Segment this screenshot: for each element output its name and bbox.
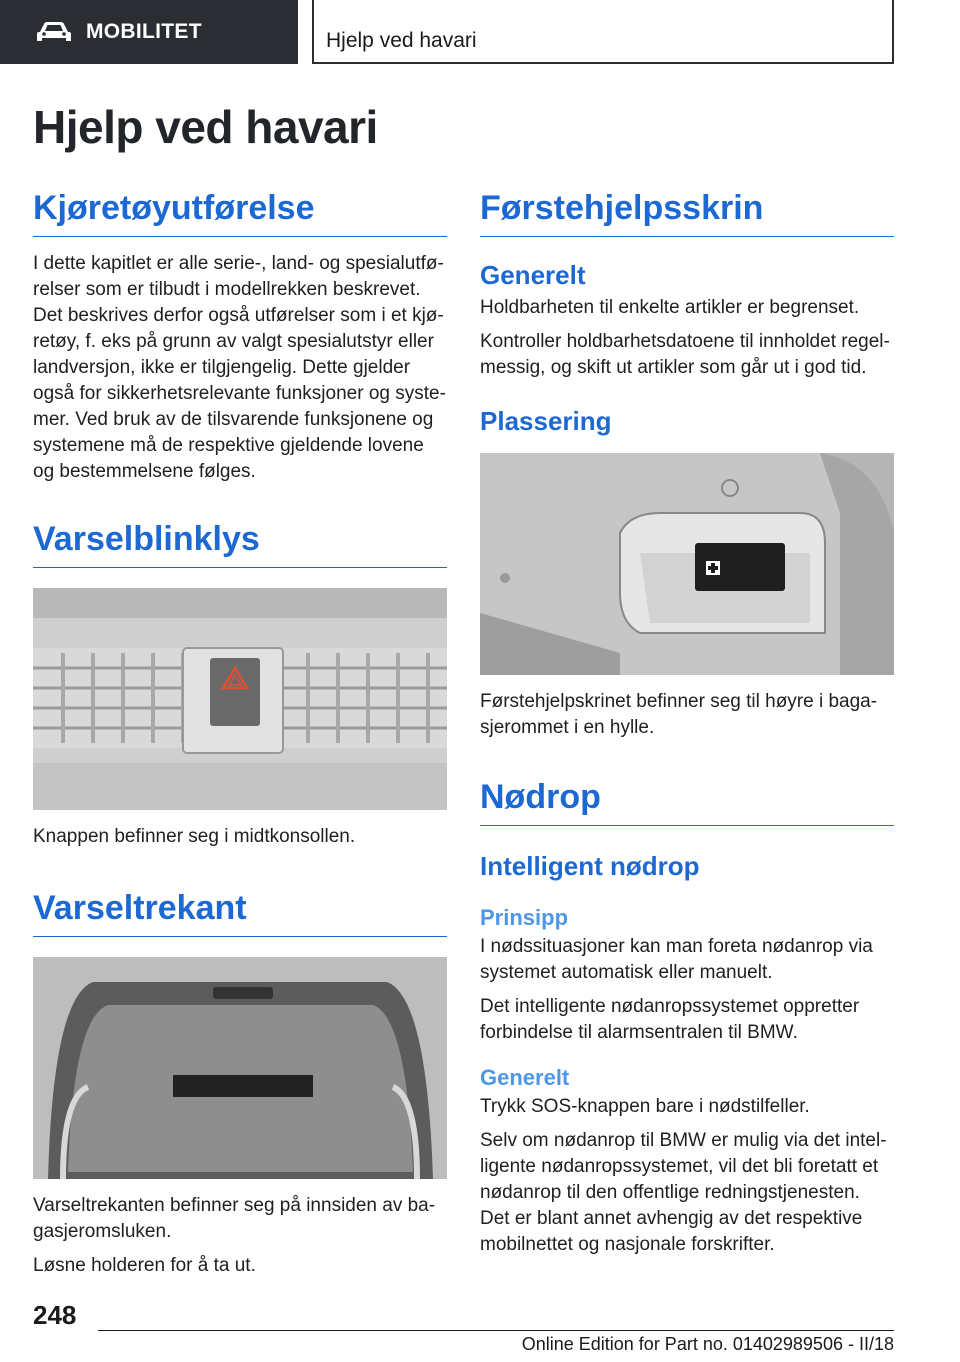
heading-intelligent-nodrop: Intelligent nødrop xyxy=(480,851,700,881)
left-column xyxy=(33,186,447,1279)
section-label: MOBILITET xyxy=(86,20,202,43)
hazard-button-image xyxy=(33,588,447,810)
prinsipp-p1: I nødssituasjoner kan man foreta nødanrop via systemet automatisk eller manuelt. xyxy=(480,936,873,983)
heading-kjoretoyutforelse: Kjøretøyutførelse xyxy=(33,186,447,237)
nodrop-generelt-p2: Selv om nødanrop til BMW er mulig via det intelligente nødanropssystemet, vil det bli foretatt et nødanrop til den offentlige redningstjenesten. Det er blant annet avhengig av det respektive mobilnettet og nasjonale forskrifter. xyxy=(480,1130,887,1255)
varseltrekant-caption: Varseltrekanten befinner seg på innsiden av bagasjeromsluken. xyxy=(33,1195,436,1242)
page-number: 248 xyxy=(33,1300,77,1330)
varseltrekant-note: Løsne holderen for å ta ut. xyxy=(33,1255,256,1276)
nodrop-generelt-p1: Trykk SOS-knappen bare i nødstilfeller. xyxy=(480,1096,810,1117)
footer-edition: Online Edition for Part no. 01402989506 - II/18 xyxy=(521,1334,894,1354)
heading-varseltrekant: Varseltrekant xyxy=(33,886,447,937)
heading-nodrop: Nødrop xyxy=(480,775,894,826)
kjoretoyutforelse-text: I dette kapitlet er alle serie-, land- og spesialutførelser som er tilbudt i modellrekken beskrevet. Det beskrives derfor også utførelser som i et kjøretøy, f. eks på grunn av valgt spesialutstyr eller landversjon, ikke er tilgjengelig. Dette gjelder også for sikkerhetsrelevante funksjoner og systemer. Ved bruk av de tilsvarende funksjonene og systemene må de respektive gjeldende lovene og bestemmelsene følges. xyxy=(33,253,446,482)
heading-plassering: Plassering xyxy=(480,406,612,436)
trunk-lid-image xyxy=(33,957,447,1179)
plassering-caption: Førstehjelpskrinet befinner seg til høyre i bagasjerommet i en hylle. xyxy=(480,691,878,738)
forstehjelp-generelt-p1: Holdbarheten til enkelte artikler er begrenset. xyxy=(480,297,860,318)
forstehjelp-generelt-p2: Kontroller holdbarhetsdatoene til innholdet regelmessig, og skift ut artikler som går ut i god tid. xyxy=(480,331,890,378)
first-aid-kit-image xyxy=(480,453,894,675)
heading-forstehjelpsskrin: Førstehjelpsskrin xyxy=(480,186,894,237)
chapter-title: Hjelp ved havari xyxy=(326,29,477,52)
heading-varselblinklys: Varselblinklys xyxy=(33,517,447,568)
varselblinklys-caption: Knappen befinner seg i midtkonsollen. xyxy=(33,826,356,847)
heading-prinsipp: Prinsipp xyxy=(480,905,569,930)
car-icon xyxy=(36,20,72,44)
heading-generelt-nodrop: Generelt xyxy=(480,1065,570,1090)
footer-divider xyxy=(98,1330,894,1331)
chapter-header xyxy=(312,0,894,64)
prinsipp-p2: Det intelligente nødanropssystemet oppretter forbindelse til alarmsentralen til BMW. xyxy=(480,996,860,1043)
heading-generelt-forstehjelp: Generelt xyxy=(480,260,586,290)
section-tab[interactable] xyxy=(0,0,298,64)
page-title: Hjelp ved havari xyxy=(33,101,378,153)
right-column xyxy=(480,186,894,1258)
